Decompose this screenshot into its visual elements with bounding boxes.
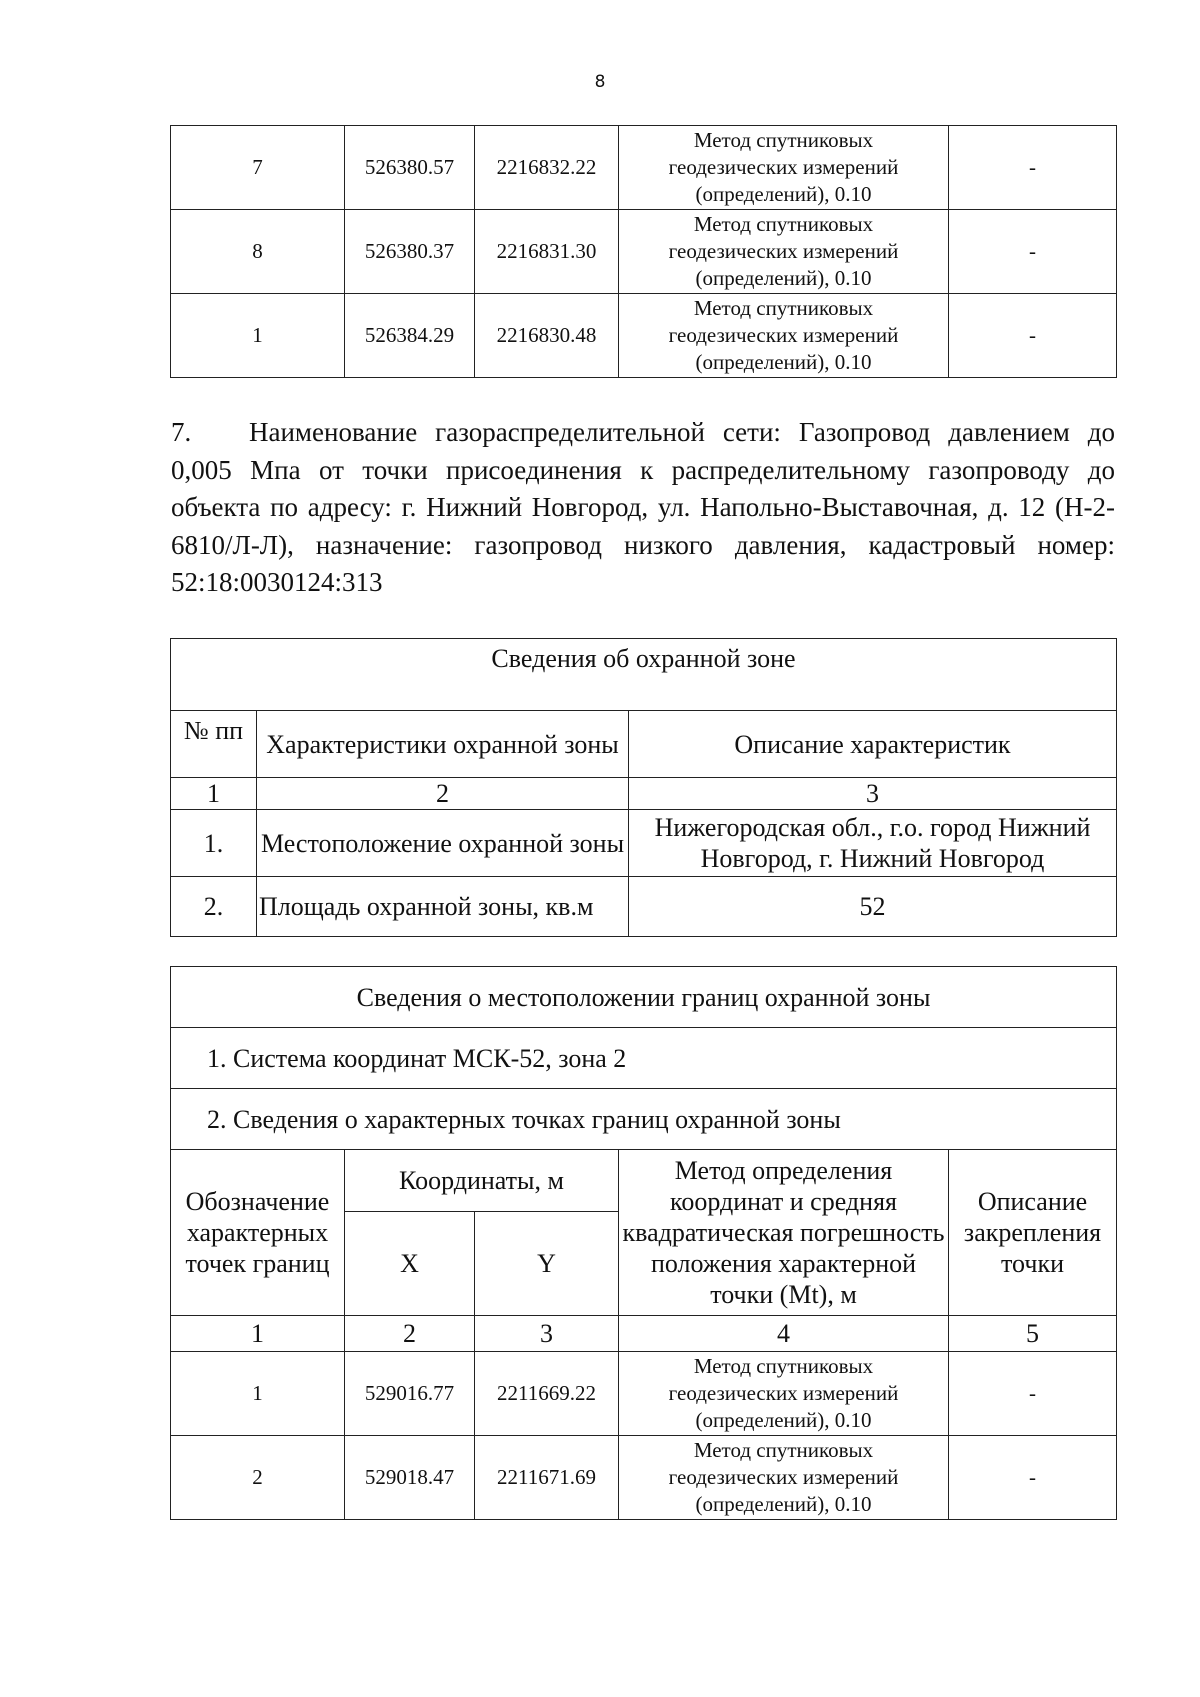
index-cell: 2 [345,1316,475,1352]
method-line: (определений), 0.10 [695,1408,872,1432]
index-cell: 3 [475,1316,619,1352]
method-cell [619,1436,949,1520]
method-line: (определений), 0.10 [695,1492,872,1516]
x-cell: 526380.37 [345,210,475,294]
section-text: Наименование газораспределительной сети: Газопровод давлением до 0,005 Мпа от точки присоединения к распределительному газопроводу до объекта по адресу: г. Нижний Новгород, ул. Напольно-Выставочная, д. 12 (Н-2-6810/Л-Л), назначение: газопровод низкого давления, кадастровый номер: 52:18:0030124:313 [171,417,1115,597]
method-line: (определений), 0.10 [695,266,872,290]
table-title: Сведения об охранной зоне [171,639,1117,711]
index-cell: 1 [171,1316,345,1352]
method-cell [619,210,949,294]
method-line: геодезических измерений [668,239,899,263]
header-method: Метод определения координат и средняя квадратическая погрешность положения характерной точки (Mt), м [619,1150,949,1316]
point-cell: 2 [171,1436,345,1520]
row-number: 1. [171,810,257,877]
method-line: Метод спутниковых [693,1438,874,1462]
table-row [171,294,1117,378]
point-cell: 8 [171,210,345,294]
y-cell: 2216832.22 [475,126,619,210]
index-cell: 5 [949,1316,1117,1352]
description-cell: - [949,126,1117,210]
index-cell: 1 [171,778,257,810]
method-line: Метод спутниковых [693,296,874,320]
method-line: геодезических измерений [668,323,899,347]
header-designation: Обозначение характерных точек границ [171,1150,345,1316]
index-cell: 4 [619,1316,949,1352]
method-cell [619,294,949,378]
x-cell: 526384.29 [345,294,475,378]
description-cell: - [949,210,1117,294]
description-cell: Нижегородская обл., г.о. город Нижний Новгород, г. Нижний Новгород [629,810,1117,877]
coordinate-system: 1. Система координат МСК-52, зона 2 [171,1028,1117,1089]
protection-zone-table [170,638,1117,937]
table-title: Сведения о местоположении границ охранной зоны [171,967,1117,1028]
header-coordinates: Координаты, м [345,1150,619,1212]
section-number: 7. [171,417,192,447]
point-cell: 1 [171,294,345,378]
row-number: 2. [171,877,257,937]
table-row [171,210,1117,294]
description-cell: - [949,294,1117,378]
description-cell: - [949,1352,1117,1436]
points-section-title: 2. Сведения о характерных точках границ охранной зоны [171,1089,1117,1150]
method-line: Метод спутниковых [693,128,874,152]
y-cell: 2211671.69 [475,1436,619,1520]
description-cell: 52 [629,877,1117,937]
table-row [171,1436,1117,1520]
point-cell: 1 [171,1352,345,1436]
table-row [171,810,1117,877]
table-row [171,126,1117,210]
header-description: Описание характеристик [629,711,1117,778]
header-x: X [345,1212,475,1316]
header-y: Y [475,1212,619,1316]
x-cell: 529018.47 [345,1436,475,1520]
page-number: 8 [594,72,606,92]
method-line: Метод спутниковых [693,1354,874,1378]
description-cell: - [949,1436,1117,1520]
method-line: геодезических измерений [668,155,899,179]
method-line: (определений), 0.10 [695,350,872,374]
y-cell: 2211669.22 [475,1352,619,1436]
y-cell: 2216830.48 [475,294,619,378]
x-cell: 526380.57 [345,126,475,210]
method-line: (определений), 0.10 [695,182,872,206]
x-cell: 529016.77 [345,1352,475,1436]
table-row [171,1352,1117,1436]
table-row [171,877,1117,937]
header-description: Описание закрепления точки [949,1150,1117,1316]
characteristic-cell: Местоположение охранной зоны [257,810,629,877]
y-cell: 2216831.30 [475,210,619,294]
section-paragraph [171,414,1115,602]
zone-boundaries-table [170,966,1117,1520]
index-cell: 3 [629,778,1117,810]
point-cell: 7 [171,126,345,210]
characteristic-cell: Площадь охранной зоны, кв.м [257,877,629,937]
method-cell [619,1352,949,1436]
header-number: № пп [171,711,257,778]
coordinates-table-continued [170,125,1117,378]
index-cell: 2 [257,778,629,810]
header-characteristic: Характеристики охранной зоны [257,711,629,778]
method-line: геодезических измерений [668,1465,899,1489]
method-line: геодезических измерений [668,1381,899,1405]
method-line: Метод спутниковых [693,212,874,236]
method-cell [619,126,949,210]
